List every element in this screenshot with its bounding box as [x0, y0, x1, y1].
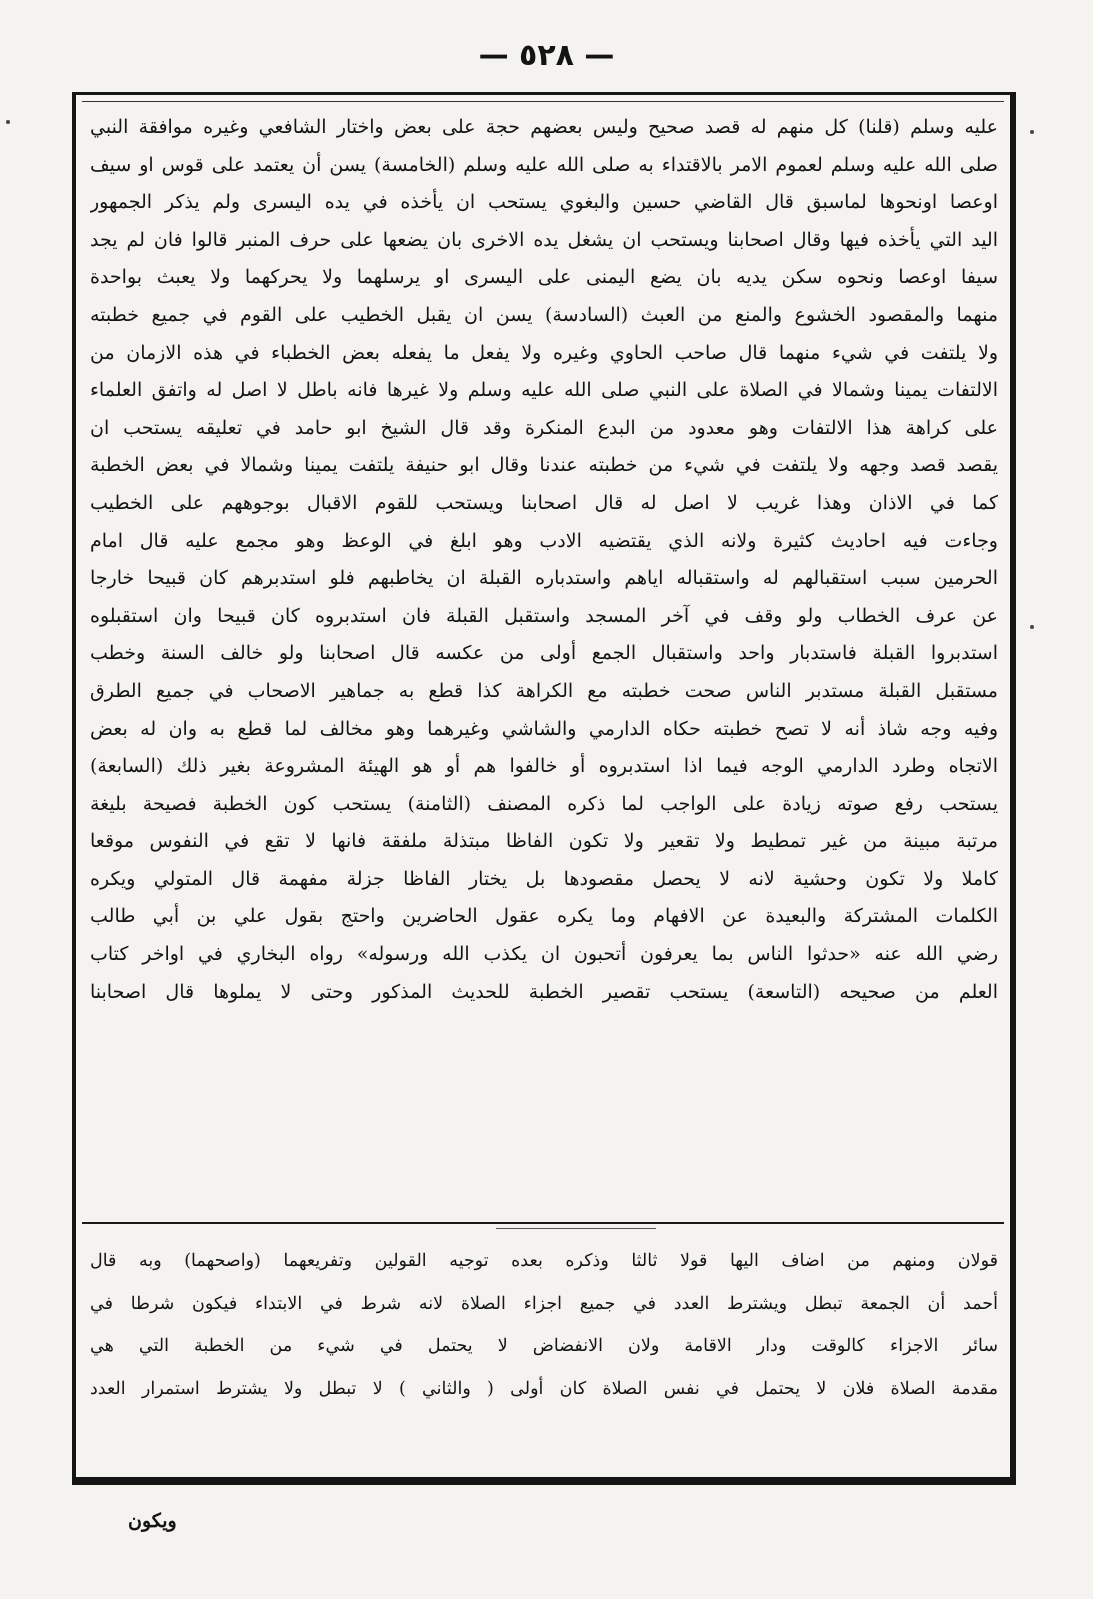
- main-text-block: [90, 109, 998, 1011]
- main-text-line: عليه وسلم (قلنا) كل منهم له قصد صحيح وليس بعضهم حجة على بعض واختار الشافعي وغيره موافقة النبي: [90, 116, 998, 138]
- main-text-line: على كراهة هذا الالتفات وهو معدود من البدع المنكرة وقد قال الشيخ ابو حامد في تعليقه يستحب ان: [90, 416, 998, 439]
- main-text-line: وفيه وجه شاذ أنه لا تصح خطبته حكاه الدارمي والشاشي وغيرهما وهو مخالف لما قطع به وان له بعض: [90, 717, 998, 740]
- catchword: ويكون: [128, 1510, 177, 1532]
- main-text-line: مستقبل القبلة مستدبر الناس صحت خطبته مع الكراهة كذا قطع به جماهير الاصحاب في جميع الطرق: [90, 679, 998, 702]
- main-text-line: عن عرف الخطاب ولو وقف في آخر المسجد واستقبل القبلة فان استدبروه كان قبيحا وان استقبلوه: [90, 604, 998, 627]
- footnote-line: سائر الاجزاء كالوقت ودار الاقامة ولان الانفضاض لا يحتمل في شيء من الخطبة التي هي: [90, 1336, 998, 1356]
- footnote-line: قولان ومنهم من اضاف اليها قولا ثالثا وذكره بعده توجيه القولين وتفريعهما (واصحهما) وبه قال: [90, 1251, 998, 1271]
- main-text-line: الالتفات يمينا وشمالا في الصلاة على النبي صلى الله عليه وسلم ولا غيرها فانه باطل لا اصل له واتفق العلماء: [90, 379, 998, 402]
- text-frame: [72, 92, 1016, 1485]
- main-text-line: العلم من صحيحه (التاسعة) يستحب تقصير الخطبة للحديث المذكور وحتى لا يملوها قال اصحابنا: [90, 980, 998, 1003]
- margin-speck: [6, 120, 10, 124]
- main-text-line: ولا يلتفت في شيء منهما قال صاحب الحاوي وغيره ولا يفعل ما يفعله بعض الخطباء في هذه الازمان من: [90, 341, 998, 364]
- main-text-line: الاتجاه وطرد الدارمي الوجه فيما اذا استدبروه أو خالفوا هم أو هو الهيئة المشروعة بغير ذلك (السابعة): [90, 755, 998, 778]
- main-text-line: استدبروا القبلة فاستدبار واحد واستقبال الجمع أولى من عكسه قال اصحابنا ولو خالف السنة وخطب: [90, 642, 998, 665]
- footnote-line: مقدمة الصلاة فلان لا يحتمل في نفس الصلاة كان أولى ( والثاني ) لا تبطل ولا يشترط استمرار العدد: [90, 1378, 998, 1399]
- main-text-line: كاملا ولا تكون وحشية لانه لا يحصل مقصودها بل يختار الفاظا جزلة مفهمة قال المتولي ويكره: [90, 867, 998, 890]
- footnote-block: [90, 1240, 998, 1410]
- main-text-line: كما في الاذان وهذا غريب لا اصل له قال اصحابنا ويستحب للقوم الاقبال بوجوههم على الخطيب: [90, 491, 998, 514]
- main-text-line: رضي الله عنه «حدثوا الناس بما يعرفون أتحبون ان يكذب الله ورسوله» رواه البخاري في اواخر كتاب: [90, 943, 998, 966]
- main-text-line: سيفا اوعصا ونحوه سكن يديه بان يضع اليمنى على اليسرى او يرسلهما ولا يحركهما ولا يعبث بواحدة: [90, 266, 998, 289]
- main-text-line: اليد التي يأخذه فيها وقال اصحابنا ويستحب ان يشغل يده الاخرى بان يضعها على حرف المنبر قالوا فان لم يجد: [90, 228, 998, 251]
- main-text-line: منهما والمقصود الخشوع والمنع من العبث (السادسة) يسن ان يقبل الخطيب على القوم في جميع خطبته: [90, 303, 998, 326]
- main-text-line: الحرمين سبب استقبالهم له واستقباله اياهم واستدباره القبلة ان يخاطبهم فلو استدبرهم كان قبيحا خارجا: [90, 567, 998, 590]
- footnote-line: أحمد أن الجمعة تبطل ويشترط العدد في جميع اجزاء الصلاة لانه شرط في الابتداء فيكون شرطا في: [90, 1293, 998, 1314]
- main-text-line: مرتبة مبينة من غير تمطيط ولا تقعير ولا تكون الفاظا مبتذلة ملفقة فانها لا تقع في النفوس موقعا: [90, 830, 998, 853]
- margin-speck: [1030, 625, 1034, 629]
- main-text-line: اوعصا اونحوها لماسبق قال القاضي حسين والبغوي يستحب ان يأخذه في يده اليسرى ولم يذكر الجمهور: [90, 191, 998, 214]
- footnote-separator: [82, 1222, 1004, 1224]
- main-text-line: صلى الله عليه وسلم لعموم الامر بالاقتداء به صلى الله عليه وسلم (الخامسة) يسن أن يعتمد على قوس او سيف: [90, 153, 998, 176]
- main-text-line: الكلمات المشتركة والبعيدة عن الافهام وما يكره عقول الحاضرين واحتج بقول علي بن أبي طالب: [90, 905, 998, 928]
- margin-speck: [1030, 130, 1034, 134]
- main-text-line: يستحب رفع صوته زيادة على الواجب لما ذكره المصنف (الثامنة) يستحب كون الخطبة فصيحة بليغة: [90, 792, 998, 815]
- frame-inner-rule: [82, 101, 1004, 102]
- main-text-line: يقصد قصد وجهه ولا يلتفت في شيء من خطبته عندنا وقال ابو حنيفة يلتفت يمينا وشمالا في بعض الخطبة: [90, 454, 998, 477]
- footnote-separator-mark: [496, 1228, 656, 1229]
- page-number: — ٥٢٨ —: [478, 38, 615, 73]
- main-text-line: وجاءت فيه احاديث كثيرة ولانه الذي يقتضيه الادب وهو ابلغ في الوعظ وهو مجمع عليه قال امام: [90, 529, 998, 552]
